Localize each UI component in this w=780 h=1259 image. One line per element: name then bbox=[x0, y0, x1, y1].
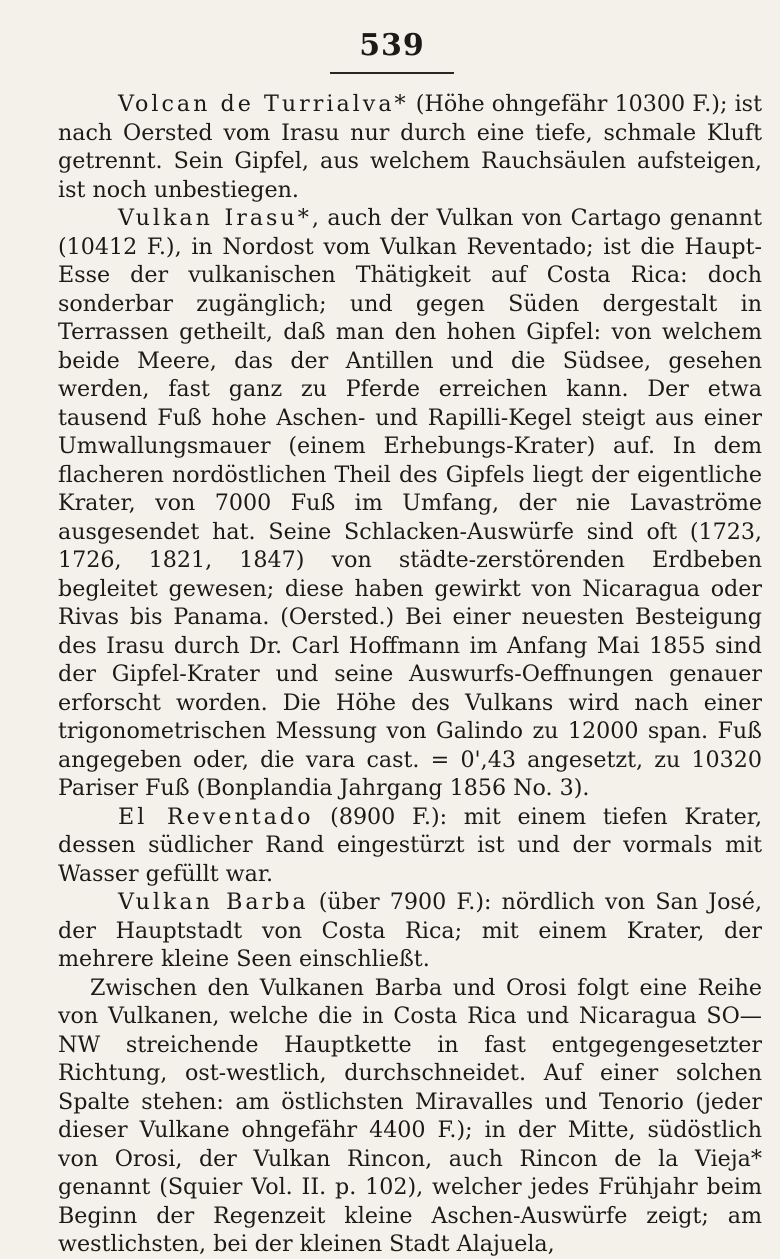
text-vulkan-reihe: Zwischen den Vulkanen Barba und Orosi folgt eine Reihe von Vulkanen, welche die in Costa Rica und Nicaragua SO—NW streichende Hauptkette in fast entgegengesetzter Richtung, ost-westlich, durchschneidet. Auf einer solchen Spalte stehen: am östlichsten Miravalles und Tenorio (jeder dieser Vulkane ohngefähr 4400 F.); in der Mitte, südöstlich von Orosi, der Vulkan Rincon, auch Rincon de la Vieja* genannt (Squier Vol. II. p. 102), welcher jedes Frühjahr beim Beginn der Regenzeit kleine Aschen-Auswürfe zeigt; am westlichsten, bei der kleinen Stadt Alajuela, bbox=[58, 974, 762, 1257]
term-turrialva: Volcan de Turrialva* bbox=[118, 91, 409, 117]
page-number: 539 bbox=[359, 28, 425, 63]
term-reventado: El Reventado bbox=[118, 803, 314, 830]
term-barba: Vulkan Barba bbox=[118, 889, 309, 915]
paragraph-barba bbox=[58, 888, 762, 974]
paragraph-vulkan-reihe bbox=[58, 974, 762, 1259]
text-reventado: (8900 F.): mit einem tiefen Krater, dessen südlicher Rand eingestürzt ist und der vormals mit Wasser gefüllt war. bbox=[58, 803, 763, 887]
term-irasu: Vulkan Irasu* bbox=[118, 205, 312, 231]
text-barba: (über 7900 F.): nördlich von San José, der Hauptstadt von Costa Rica; mit einem Krater, der mehrere kleine Seen einschließt. bbox=[58, 889, 762, 972]
page-number-rule bbox=[330, 72, 454, 74]
paragraph-turrialva bbox=[58, 90, 762, 204]
paragraph-irasu bbox=[58, 204, 762, 803]
body-text bbox=[58, 90, 762, 1259]
text-turrialva: (Höhe ohngefähr 10300 F.); ist nach Oersted vom Irasu nur durch eine tiefe, schmale Kluft getrennt. Sein Gipfel, aus welchem Rauchsäulen aufsteigen, ist noch unbestiegen. bbox=[58, 91, 762, 203]
paragraph-reventado bbox=[58, 803, 762, 889]
text-irasu: , auch der Vulkan von Cartago genannt (10412 F.), in Nordost vom Vulkan Reventado; ist die Haupt-Esse der vulkanischen Thätigkeit auf Costa Rica: doch sonderbar zugänglich; und gegen Süden dergestalt in Terrassen getheilt, daß man den hohen Gipfel: von welchem beide Meere, das der Antillen und die Südsee, gesehen werden, fast ganz zu Pferde erreichen kann. Der etwa tausend Fuß hohe Aschen- und Rapilli-Kegel steigt aus einer Umwallungsmauer (einem Erhebungs-Krater) auf. In dem flacheren nordöstlichen Theil des Gipfels liegt der eigentliche Krater, von 7000 Fuß im Umfang, der nie Lavaströme ausgesendet hat. Seine Schlacken-Auswürfe sind oft (1723, 1726, 1821, 1847) von städte-zerstörenden Erdbeben begleitet gewesen; diese haben gewirkt von Nicaragua oder Rivas bis Panama. (Oersted.) Bei einer neuesten Besteigung des Irasu durch Dr. Carl Hoffmann im Anfang Mai 1855 sind der Gipfel-Krater und seine Auswurfs-Oeffnungen genauer erforscht worden. Die Höhe des Vulkans wird nach einer trigonometrischen Messung von Galindo zu 12000 span. Fuß angegeben oder, die vara cast. = 0',43 angesetzt, zu 10320 Pariser Fuß (Bonplandia Jahrgang 1856 No. 3). bbox=[58, 205, 762, 801]
